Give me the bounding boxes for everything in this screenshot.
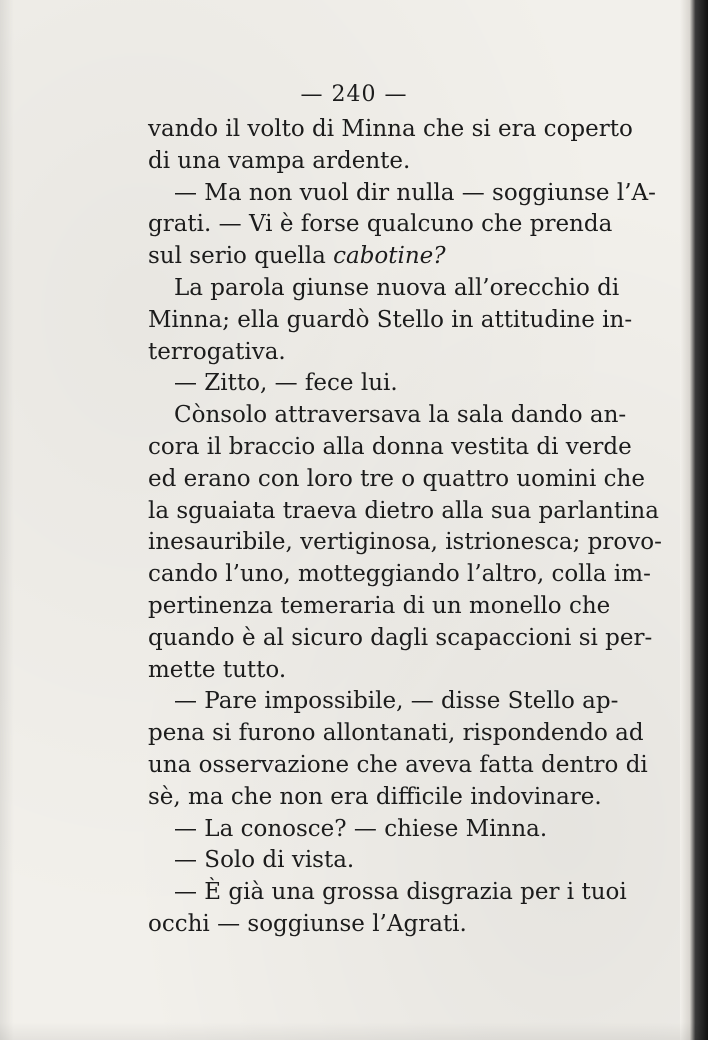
text-line-content: — La conosce? — chiese Minna. (174, 815, 548, 842)
text-line (148, 114, 633, 146)
text-line (148, 337, 598, 369)
italic-word: cabotine? (333, 243, 446, 270)
text-line (148, 178, 656, 210)
text-line (148, 527, 662, 559)
text-line (148, 241, 598, 273)
text-line-content: — Pare impossibile, — disse Stello ap- (174, 688, 619, 715)
text-line-content: di una vampa ardente. (148, 147, 411, 174)
text-line (148, 464, 645, 496)
page-bottom-edge (0, 1022, 708, 1040)
text-line (148, 400, 627, 432)
text-line-content: — Solo di vista. (174, 847, 355, 874)
text-line-content: inesauribile, vertiginosa, istrionesca; provo- (148, 529, 662, 556)
text-line (148, 718, 644, 750)
text-line-content: quando è al sicuro dagli scapaccioni si per- (148, 624, 653, 651)
text-line (148, 909, 598, 941)
text-line-content: la sguaiata traeva dietro alla sua parlantina (148, 497, 659, 524)
text-line-content: pertinenza temeraria di un monello che (148, 592, 611, 619)
text-line-content: ed erano con loro tre o quattro uomini che (148, 465, 645, 492)
text-line (148, 591, 611, 623)
text-line (148, 845, 598, 877)
text-line-content: vando il volto di Minna che si era coperto (148, 116, 633, 142)
text-line-content: Minna; ella guardò Stello in attitudine in- (148, 306, 633, 333)
text-line-content: Cònsolo attraversava la sala dando an- (174, 402, 627, 429)
text-line (148, 814, 598, 846)
text-line (148, 146, 598, 178)
text-line (148, 368, 598, 400)
text-line (148, 209, 613, 241)
text-line-content: — Zitto, — fece lui. (174, 370, 398, 397)
text-line-content: cora il braccio alla donna vestita di verde (148, 433, 632, 460)
body-text (148, 114, 662, 941)
text-line (148, 432, 632, 464)
text-line-content: sè, ma che non era difficile indovinare. (148, 783, 602, 810)
text-line (148, 686, 619, 718)
text-line (148, 877, 627, 909)
text-line-content: una osservazione che aveva fatta dentro di (148, 751, 648, 778)
text-line (148, 305, 633, 337)
text-line-content: grati. — Vi è forse qualcuno che prenda (148, 211, 613, 238)
page-left-shadow (0, 0, 14, 1040)
text-line (148, 782, 602, 814)
book-spine-edge (680, 0, 708, 1040)
text-line (148, 559, 651, 591)
text-line (148, 655, 598, 687)
text-line-content: — Ma non vuol dir nulla — soggiunse l’A- (174, 179, 656, 206)
text-line (148, 750, 648, 782)
text-line-content: cando l’uno, motteggiando l’altro, colla im- (148, 561, 651, 588)
text-line-content: sul serio quella (148, 243, 334, 270)
text-line (148, 623, 653, 655)
text-line-content: — È già una grossa disgrazia per i tuoi (174, 879, 627, 906)
text-line (148, 273, 620, 305)
text-line-content: occhi — soggiunse l’Agrati. (148, 910, 467, 937)
text-line (148, 496, 659, 528)
text-line-content: mette tutto. (148, 656, 287, 683)
text-line-content: pena si furono allontanati, rispondendo ad (148, 720, 644, 747)
text-line-content: La parola giunse nuova all’orecchio di (174, 274, 620, 301)
text-line-content: terrogativa. (148, 338, 286, 365)
page-number: — 240 — (300, 82, 408, 107)
